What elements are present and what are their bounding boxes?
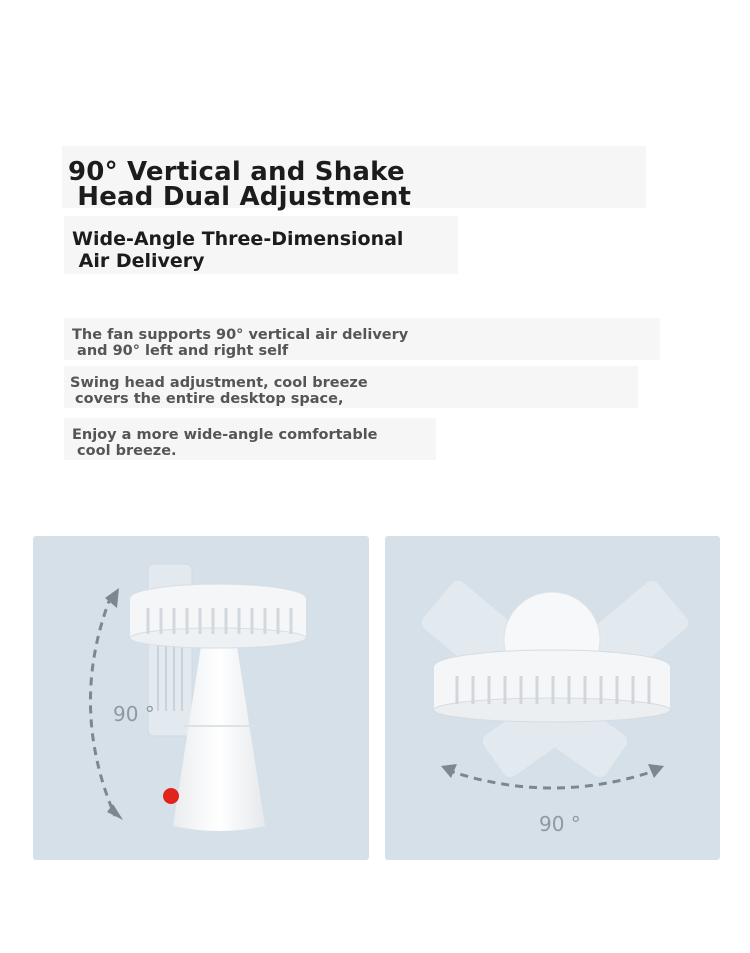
horizontal-arc-arrow — [447, 770, 657, 788]
page-subtitle: Wide-Angle Three-Dimensional Air Delivery — [72, 228, 404, 272]
arrow-head-top — [105, 588, 119, 608]
description-line-1: The fan supports 90° vertical air delivery and 90° left and right self — [72, 327, 409, 359]
description-line-3: Enjoy a more wide-angle comfortable cool breeze. — [72, 427, 378, 459]
horizontal-swing-panel — [385, 536, 720, 860]
arrow-head-right — [648, 764, 664, 778]
power-button — [163, 788, 179, 804]
arrow-head-bottom — [107, 804, 123, 820]
horizontal-angle-label: 90 ° — [539, 812, 581, 836]
vertical-tilt-illustration — [33, 536, 369, 860]
page-title: 90° Vertical and Shake Head Dual Adjustment — [68, 157, 412, 212]
description-line-2: Swing head adjustment, cool breeze covers the entire desktop space, — [70, 375, 368, 407]
vertical-arc-arrow — [90, 596, 115, 816]
vertical-tilt-panel — [33, 536, 369, 860]
vertical-angle-label: 90 ° — [113, 702, 155, 726]
